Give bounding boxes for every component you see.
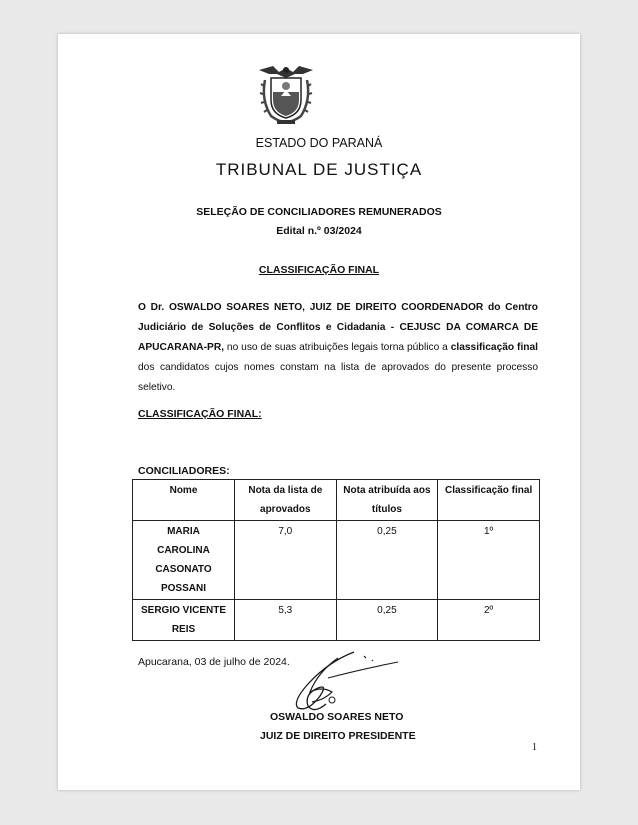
section-label: CLASSIFICAÇÃO FINAL: [138,408,262,420]
page-number: 1 [532,742,537,753]
header-name: Nome [133,480,235,521]
category-label: CONCILIADORES: [138,465,230,477]
classification-table [132,479,540,641]
announcement-paragraph [138,298,538,398]
list-score: 5,3 [234,600,336,641]
table-header-row [133,480,540,521]
final-classification: 2º [438,600,540,641]
state-name: ESTADO DO PARANÁ [255,136,383,150]
table-row [133,600,540,641]
selection-title: SELEÇÃO DE CONCILIADORES REMUNERADOS [196,206,442,218]
edital-number: Edital n.º 03/2024 [276,225,362,237]
titles-score: 0,25 [336,521,438,600]
signer-role: JUIZ DE DIREITO PRESIDENTE [260,730,416,742]
table-row [133,521,540,600]
parana-coat-of-arms-icon [255,60,317,126]
paragraph-bold-intro: O Dr. OSWALDO SOARES NETO, JUIZ DE DIREITO COORDENADOR do Centro Judiciário de Soluções de Conflitos e Cidadania - CEJUSC DA COMARCA DE APUCARANA-PR, [138,302,538,353]
final-classification: 1º [438,521,540,600]
paragraph-bold-classification: classificação final [450,342,538,353]
document-date: Apucarana, 03 de julho de 2024. [138,656,290,668]
list-score: 7,0 [234,521,336,600]
paragraph-text-2: dos candidatos cujos nomes constam na lista de aprovados do presente processo seletivo. [138,362,538,393]
signer-name: OSWALDO SOARES NETO [270,711,404,723]
candidate-name: MARIA CAROLINA CASONATO POSSANI [133,521,235,600]
paragraph-text-1: no uso de suas atribuições legais torna público a [224,342,451,353]
titles-score: 0,25 [336,600,438,641]
classification-title: CLASSIFICAÇÃO FINAL [258,264,380,276]
header-list-score: Nota da lista de aprovados [234,480,336,521]
court-name: TRIBUNAL DE JUSTIÇA [215,160,423,179]
header-final-classification: Classificação final [438,480,540,521]
header-titles-score: Nota atribuída aos títulos [336,480,438,521]
candidate-name: SERGIO VICENTE REIS [133,600,235,641]
